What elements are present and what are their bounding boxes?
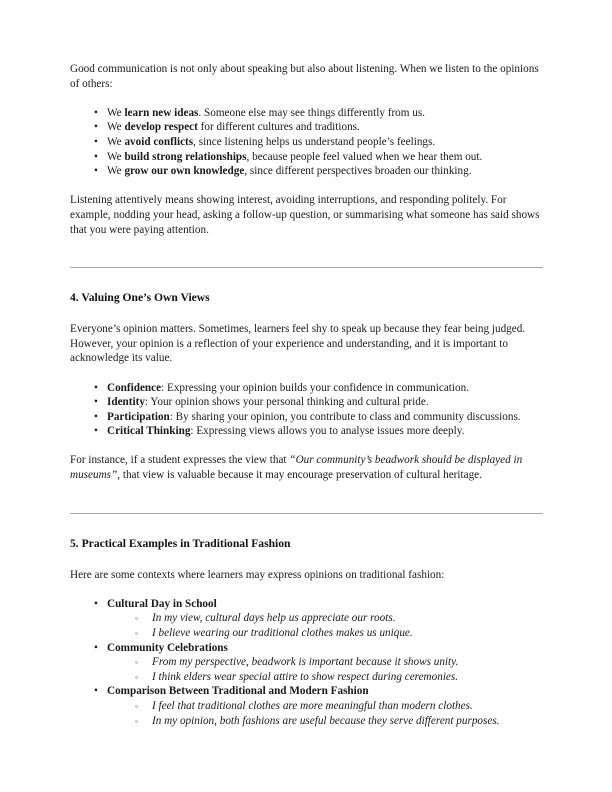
list-item [70,684,543,728]
list-item-bold: grow our own knowledge [124,165,245,178]
list-item [107,714,543,729]
bullet-icon [94,424,104,439]
example-text: I believe wearing our traditional clothes makes us unique. [152,627,413,640]
spacer [70,179,543,194]
section-4-heading: 4. Valuing One’s Own Views [70,291,210,305]
list-item [70,641,543,685]
hollow-bullet-icon [135,611,138,627]
bullet-icon [94,597,104,612]
spacer [70,483,543,505]
example-text: I think elders wear special attire to show respect during ceremonies. [152,670,459,683]
bullet-icon [94,135,104,150]
spacer [70,259,543,267]
spacer [70,439,543,454]
list-item-lead: We [107,106,125,119]
listening-benefits-list [70,106,543,179]
hollow-bullet-icon [135,655,138,671]
spacer [70,366,543,381]
list-item [107,670,543,685]
listening-paragraph: Listening attentively means showing interest, avoiding interruptions, and responding politely. For example, nodding your head, asking a follow-up question, or summarising what someone has said shows that you were paying attention. [70,194,540,236]
list-item-bold: Participation [107,410,170,423]
list-item [70,120,543,135]
list-item-lead: We [107,165,125,178]
list-item-rest: : By sharing your opinion, you contribute to class and community discussions. [169,410,521,423]
bullet-icon [94,641,104,656]
list-item [107,699,543,714]
hollow-bullet-icon [135,714,138,730]
list-item-bold: build strong relationships [124,150,247,163]
bullet-icon [94,106,104,121]
list-item-rest: . Someone else may see things differently from us. [198,106,426,119]
list-item [70,410,543,425]
context-title: Comparison Between Traditional and Modern Fashion [107,685,369,698]
list-item-bold: avoid conflicts [124,135,194,148]
list-item-bold: learn new ideas [124,106,199,119]
list-item [70,381,543,396]
list-item [107,655,543,670]
list-item-rest: , since listening helps us understand people’s feelings. [193,135,436,148]
section-5-contexts-list [70,597,543,728]
example-quote: “Our community’s beadwork should be displayed in museums” [70,454,523,482]
example-text-before: For instance, if a student expresses the view that [70,454,290,467]
context-title: Community Celebrations [107,641,228,654]
list-item-rest: : Your opinion shows your personal thinking and cultural pride. [144,396,429,409]
spacer [70,91,543,106]
section-4-example-paragraph [70,453,543,482]
list-item [107,611,543,626]
list-item-lead: We [107,150,125,163]
spacer [70,505,543,513]
section-5-heading: 5. Practical Examples in Traditional Fashion [70,536,291,550]
bullet-icon [94,120,104,135]
list-item-lead: We [107,121,125,134]
section-5-paragraph: Here are some contexts where learners may express opinions on traditional fashion: [70,568,445,581]
list-item [70,135,543,150]
section-4-points-list [70,381,543,439]
bullet-icon [94,150,104,165]
bullet-icon [94,684,104,699]
bullet-icon [94,395,104,410]
hollow-bullet-icon [135,626,138,642]
list-item [70,164,543,179]
list-item [70,150,543,165]
example-text: I feel that traditional clothes are more meaningful than modern clothes. [152,700,473,712]
list-item-bold: Critical Thinking [107,425,191,438]
list-item-rest: , since different perspectives broaden our thinking. [244,165,472,178]
list-item [70,424,543,439]
context-examples-list [107,655,543,684]
bullet-icon [94,381,104,396]
intro-paragraph: Good communication is not only about speaking but also about listening. When we listen to the opinions of others: [70,63,539,90]
spacer [70,582,543,597]
hollow-bullet-icon [135,670,138,686]
spacer [70,551,543,568]
example-text: In my opinion, both fashions are useful because they serve different purposes. [152,714,500,727]
list-item-bold: develop respect [124,121,198,134]
example-text: In my view, cultural days help us appreciate our roots. [152,612,396,625]
example-text-after: , that view is valuable because it may encourage preservation of cultural heritage. [117,469,482,482]
list-item [70,395,543,410]
list-item [107,626,543,641]
context-title: Cultural Day in School [107,597,217,610]
spacer [70,305,543,322]
list-item-lead: We [107,135,125,148]
context-examples-list [107,611,543,640]
list-item [70,597,543,641]
spacer [70,514,543,531]
list-item-rest: , because people feel valued when we hear them out. [246,150,483,163]
spacer [70,268,543,285]
list-item-bold: Identity [107,396,145,409]
spacer [70,237,543,259]
section-4-paragraph: Everyone’s opinion matters. Sometimes, learners feel shy to speak up because they fear being judged. However, your opinion is a reflection of your experience and understanding, and it is important to acknowledge its value. [70,323,526,365]
example-text: From my perspective, beadwork is important because it shows unity. [152,656,459,669]
hollow-bullet-icon [135,699,138,715]
context-examples-list [107,699,543,728]
list-item-rest: for different cultures and traditions. [197,121,360,134]
list-item [70,106,543,121]
bullet-icon [94,164,104,179]
list-item-rest: : Expressing your opinion builds your confidence in communication. [161,381,469,394]
list-item-bold: Confidence [107,381,162,394]
bullet-icon [94,410,104,425]
list-item-rest: : Expressing views allows you to analyse issues more deeply. [190,425,465,438]
